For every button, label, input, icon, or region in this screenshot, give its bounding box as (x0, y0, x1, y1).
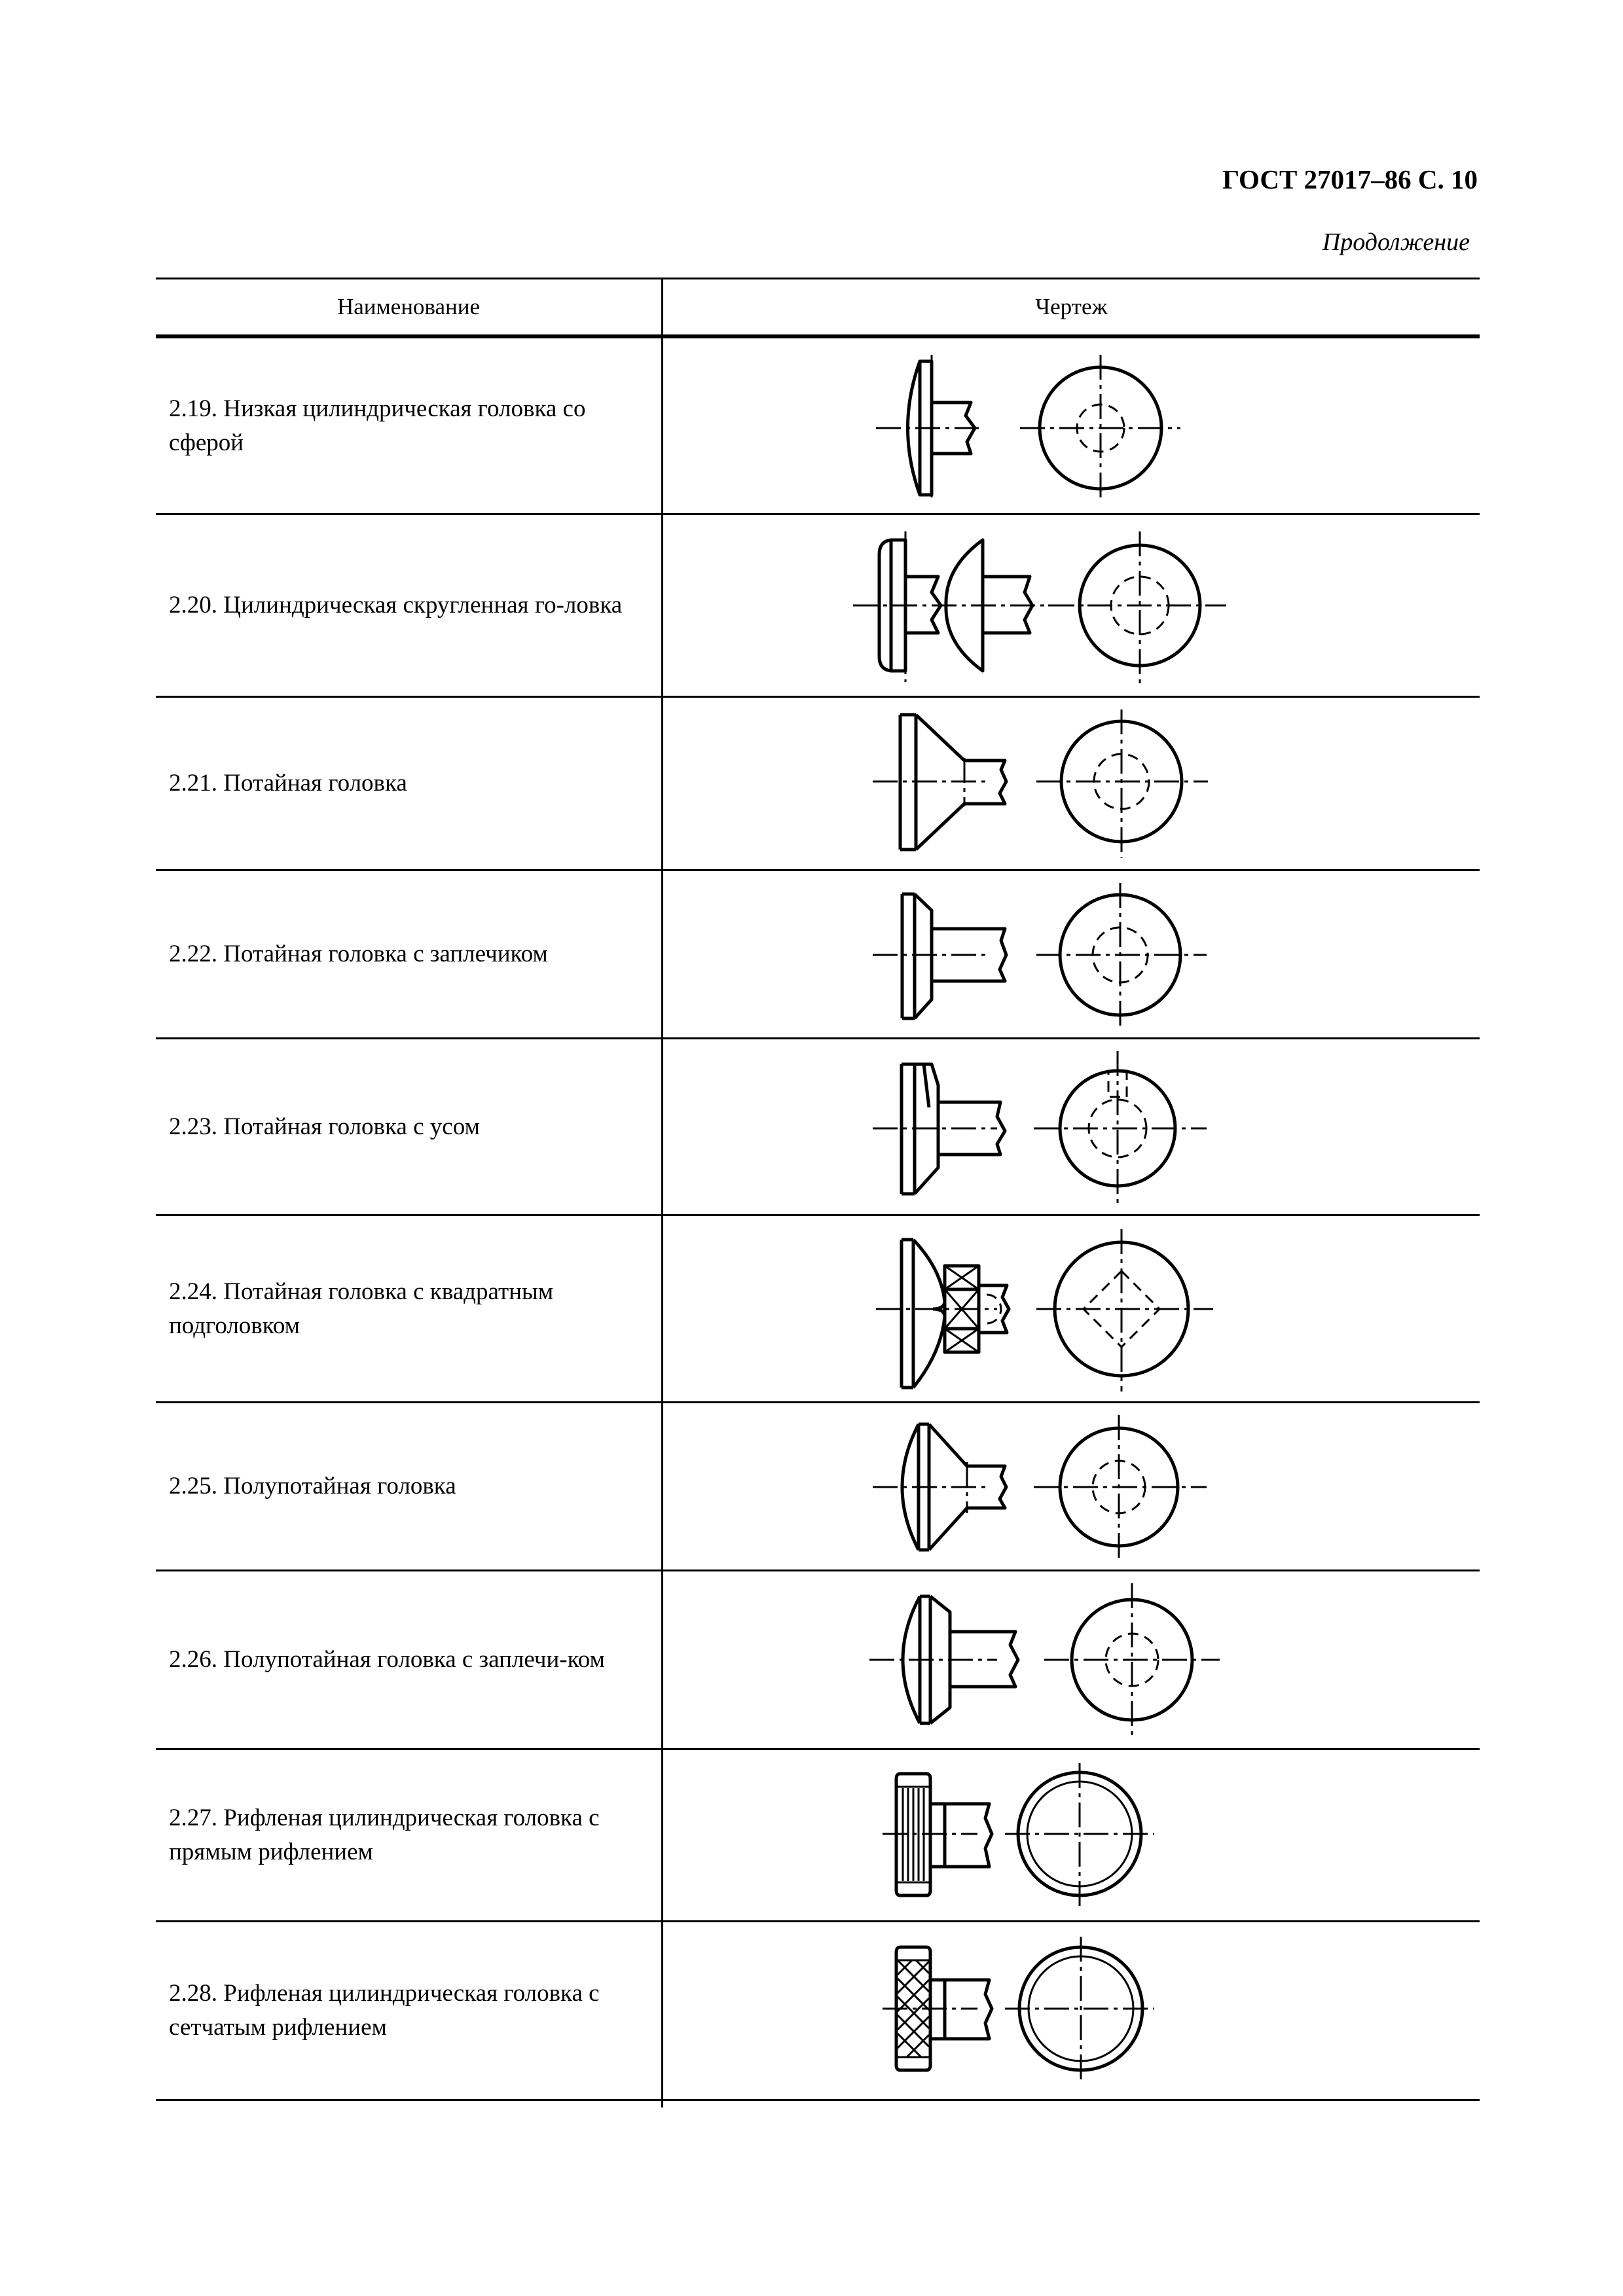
drawing-cell (661, 1750, 1482, 1920)
table-row (156, 1571, 1480, 1750)
table-row (156, 1922, 1480, 2101)
drawing-cell (661, 871, 1482, 1037)
row-name: 2.22. Потайная головка с заплечиком (169, 941, 548, 967)
row-name: 2.21. Потайная головка (169, 770, 407, 797)
drawing-cell (661, 698, 1482, 869)
row-name: 2.24. Потайная головка с квадратным подголовком (169, 1278, 554, 1339)
countersunk-head-with-square-neck-drawing (663, 1216, 1482, 1401)
row-name: 2.23. Потайная головка с усом (169, 1113, 480, 1140)
continuation-label: Продолжение (1322, 228, 1470, 256)
raised-countersunk-head-drawing (663, 1403, 1482, 1570)
table-row (156, 1750, 1480, 1922)
table-row (156, 1403, 1480, 1571)
countersunk-head-drawing (663, 698, 1482, 869)
table-bottom-divider (661, 2101, 663, 2108)
row-name: 2.25. Полупотайная головка (169, 1473, 456, 1499)
drawing-cell (661, 515, 1482, 696)
drawing-cell (661, 1039, 1482, 1214)
countersunk-head-with-nib-drawing (663, 1039, 1482, 1214)
drawing-cell (661, 1922, 1482, 2099)
drawing-cell (661, 1403, 1482, 1570)
table-header (156, 278, 1480, 338)
head-types-table (156, 278, 1480, 2101)
row-name: 2.28. Рифленая цилиндрическая головка с сетчатым рифлением (169, 1980, 600, 2041)
table-row (156, 871, 1480, 1039)
row-name: 2.27. Рифленая цилиндрическая головка с прямым рифлением (169, 1804, 600, 1865)
cylindrical-rounded-head-drawing (663, 515, 1482, 696)
table-row (156, 515, 1480, 698)
row-name: 2.20. Цилиндрическая скругленная го-ловка (169, 592, 623, 619)
drawing-cell (661, 1571, 1482, 1748)
table-row (156, 698, 1480, 871)
table-row (156, 1216, 1480, 1403)
diamond-knurled-cylindrical-head-drawing (663, 1922, 1482, 2099)
row-name: 2.19. Низкая цилиндрическая головка со сферой (169, 395, 586, 456)
page-header: ГОСТ 27017–86 С. 10 (1222, 164, 1478, 194)
table-row (156, 338, 1480, 515)
countersunk-head-with-shoulder-drawing (663, 871, 1482, 1037)
low-cylindrical-head-with-sphere-drawing (663, 338, 1482, 513)
raised-countersunk-head-with-shoulder-drawing (663, 1571, 1482, 1748)
straight-knurled-cylindrical-head-drawing (663, 1750, 1482, 1920)
drawing-cell (661, 338, 1482, 513)
column-header-name: Наименование (156, 279, 663, 334)
row-name: 2.26. Полупотайная головка с заплечи-ком (169, 1646, 605, 1673)
drawing-cell (661, 1216, 1482, 1401)
column-header-drawing: Чертеж (1035, 294, 1108, 319)
table-row (156, 1039, 1480, 1216)
